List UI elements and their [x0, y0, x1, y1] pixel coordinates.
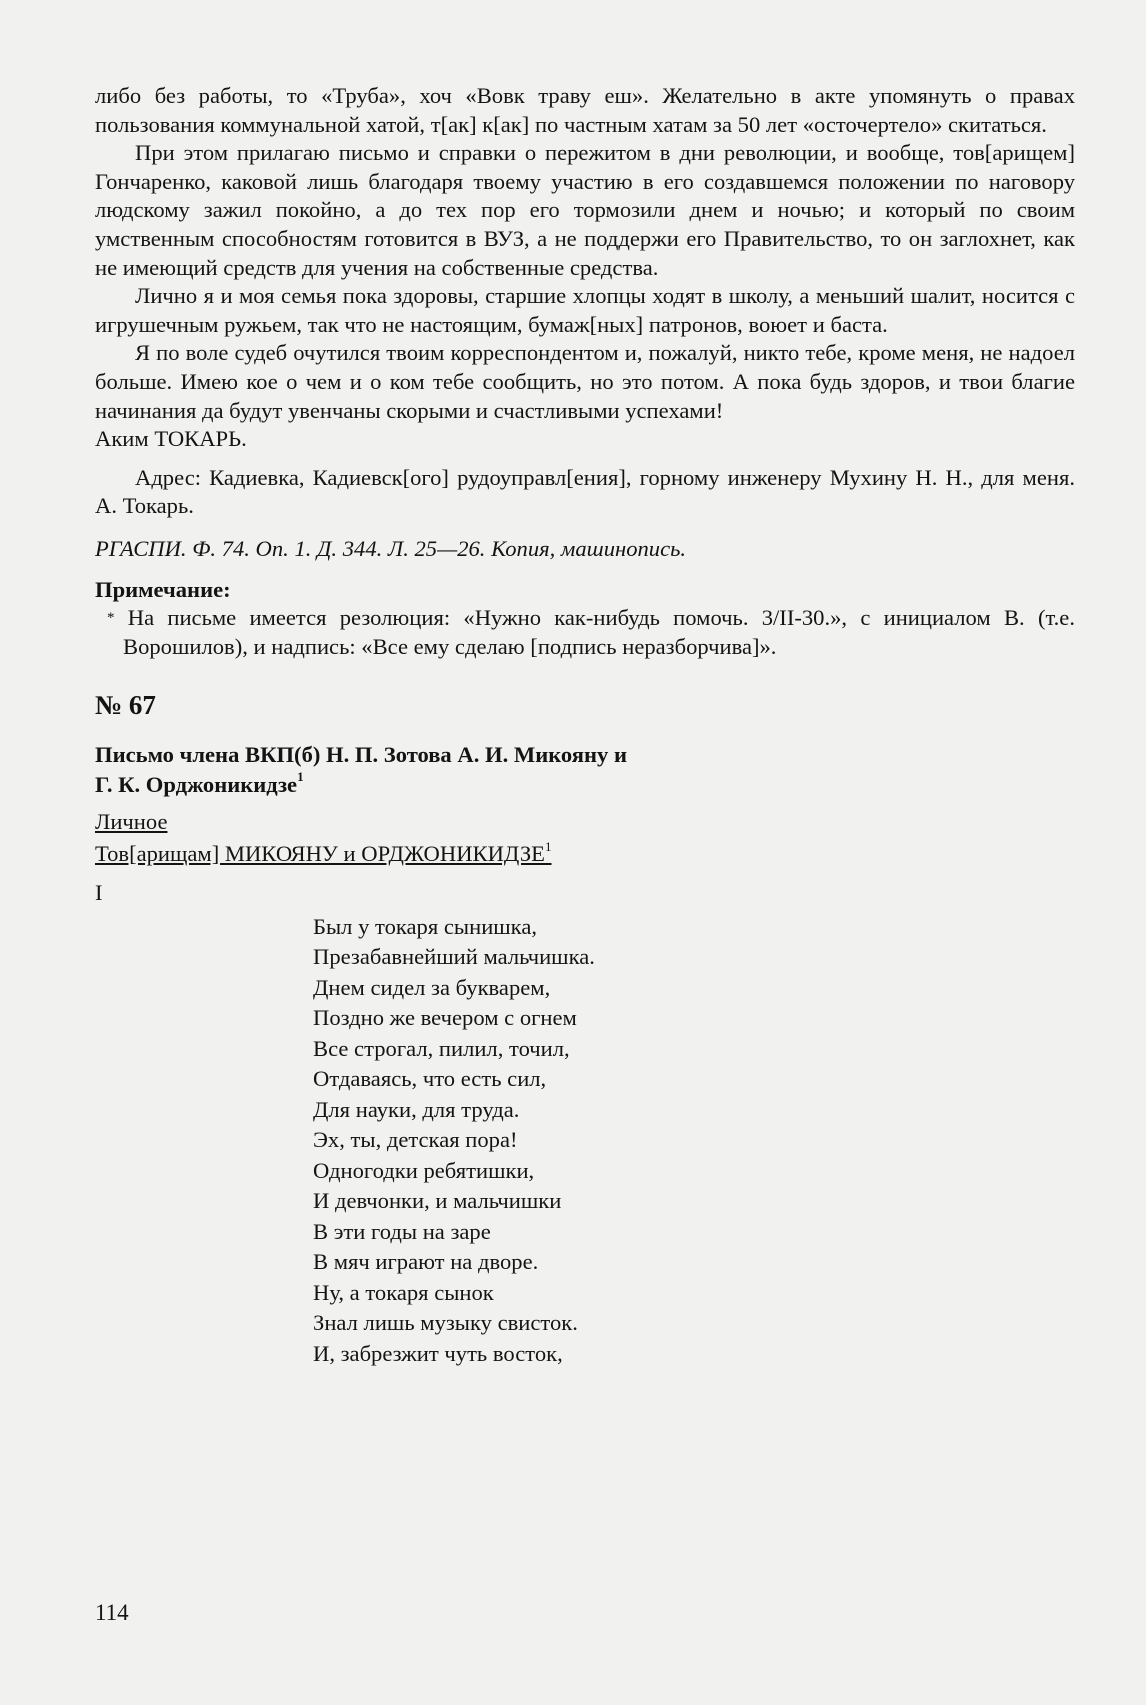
poem-line: Знал лишь музыку свисток.: [313, 1310, 578, 1336]
poem-line: В эти годы на заре: [313, 1218, 491, 1244]
poem-line: И девчонки, и мальчишки: [313, 1188, 562, 1214]
poem: [313, 912, 1075, 1370]
note-text: [95, 604, 1075, 661]
poem-line: Ну, а токаря сынок: [313, 1279, 494, 1305]
poem-line: Поздно же вечером с огнем: [313, 1005, 577, 1031]
signature: Аким ТОКАРЬ.: [95, 426, 247, 452]
note-body: На письме имеется резолюция: «Нужно как-нибудь помочь. 3/II-30.», с инициалом В. (т.е. Ворошилов), и надпись: «Все ему сделаю [подпись неразборчива]».: [123, 605, 1075, 659]
heading-line-1: Письмо члена ВКП(б) Н. П. Зотова А. И. Микояну и: [95, 741, 628, 767]
address: Адрес: Кадиевка, Кадиевск[ого] рудоуправл[ения], горному инженеру Мухину Н. Н., для меня. А. Токарь.: [95, 464, 1075, 519]
paragraph-4: Я по воле судеб очутился твоим корреспондентом и, пожалуй, никто тебе, кроме меня, не надоел больше. Имею кое о чем и о ком тебе сообщить, но это потом. А пока будь здоров, и твои благие начинания да будут увенчаны скорыми и счастливыми успехами!: [95, 340, 1075, 423]
heading-line-2: Г. К. Орджоникидзе: [95, 771, 298, 797]
poem-line: Был у токаря сынишка,: [313, 913, 537, 939]
poem-line: Одногодки ребятишки,: [313, 1157, 535, 1183]
note-title: Примечание:: [95, 576, 231, 602]
poem-line: Все строгал, пилил, точил,: [313, 1035, 570, 1061]
paragraph-3: Лично я и моя семья пока здоровы, старшие хлопцы ходят в школу, а меньший шалит, носится с игрушечным ружьем, так что не настоящим, бумаж[ных] патронов, воюет и баста.: [95, 283, 1075, 337]
note-marker: *: [107, 610, 115, 627]
document-heading: [95, 740, 1075, 800]
page-number: 114: [95, 1600, 129, 1625]
footnote-ref: 1: [297, 768, 304, 784]
document-page: [95, 82, 1075, 1369]
addressee-footnote-ref: 1: [545, 839, 552, 855]
poem-line: Отдаваясь, что есть сил,: [313, 1066, 547, 1092]
poem-line: Эх, ты, детская пора!: [313, 1127, 518, 1153]
addressee-text: Тов[арищам] МИКОЯНУ и ОРДЖОНИКИДЗЕ: [95, 841, 545, 867]
poem-line: Днем сидел за букварем,: [313, 974, 551, 1000]
section-number: I: [95, 880, 103, 906]
archive-source: РГАСПИ. Ф. 74. Оп. 1. Д. 344. Л. 25—26. Копия, машинопись.: [95, 535, 687, 561]
paragraph-1: либо без работы, то «Труба», хоч «Вовк траву еш». Желательно в акте упомянуть о правах пользования коммунальной хатой, т[ак] к[ак] по частным хатам за 50 лет «осточертело» скитаться.: [95, 83, 1075, 137]
poem-line: И, забрезжит чуть восток,: [313, 1340, 563, 1366]
personal-label: Личное: [95, 808, 168, 834]
addressee: [95, 840, 1075, 869]
paragraph-2: При этом прилагаю письмо и справки о пережитом в дни революции, и вообще, тов[арищем] Гончаренко, каковой лишь благодаря твоему участию в его создавшемся положении по наговору людскому зажил покойно, а до тех пор его тормозили днем и ночью; и который по своим умственным способностям готовится в ВУЗ, а не поддержи его Правительство, то он заглохнет, как не имеющий средств для учения на собственные средства.: [95, 140, 1075, 280]
poem-line: В мяч играют на дворе.: [313, 1249, 539, 1275]
poem-line: Презабавнейший мальчишка.: [313, 944, 595, 970]
document-number: № 67: [95, 690, 156, 721]
poem-line: Для науки, для труда.: [313, 1096, 520, 1122]
